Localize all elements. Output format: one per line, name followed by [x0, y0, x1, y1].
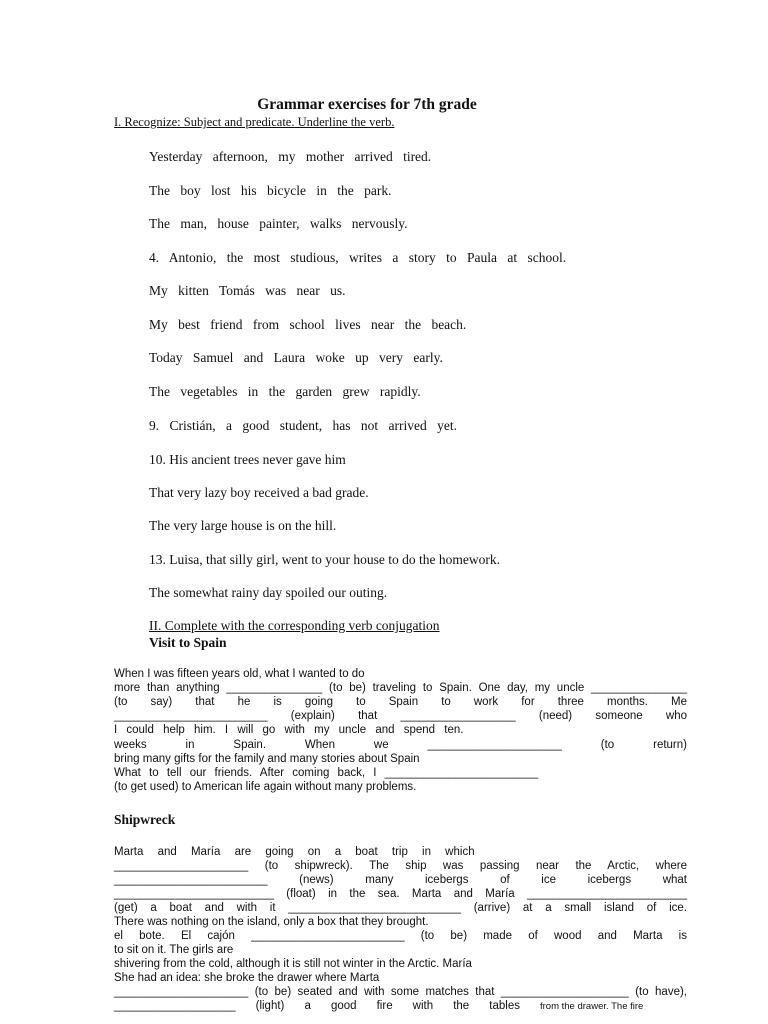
story-line: to sit on it. The girls are: [114, 944, 234, 956]
exercise-sentence: The vegetables in the garden grew rapidly.: [149, 384, 421, 399]
exercise-sentence: 10. His ancient trees never gave him: [149, 452, 346, 467]
story-line: bring many gifts for the family and many stories about Spain: [114, 753, 420, 765]
story-line: _____________________ (to shipwreck). The ship was passing near the Arctic, where: [114, 860, 687, 872]
story-line: (to say) that he is going to Spain to work for three months. Me: [114, 696, 687, 708]
exercise-sentence: My kitten Tomás was near us.: [149, 283, 346, 298]
exercise-sentence: 13. Luisa, that silly girl, went to your house to do the homework.: [149, 552, 500, 567]
story-line: _____________________ (to be) seated and with some matches that ____________________ (to have),: [114, 986, 687, 998]
story-line: _________________________ (float) in the sea. Marta and María _________________________: [114, 888, 687, 900]
story-line: When I was fifteen years old, what I wanted to do: [114, 668, 365, 680]
section-heading-recognize: I. Recognize: Subject and predicate. Underline the verb.: [114, 115, 395, 129]
section-heading-conjugation: II. Complete with the corresponding verb conjugation: [149, 618, 440, 633]
story-line: (to get used) to American life again without many problems.: [114, 781, 417, 793]
exercise-sentence: The very large house is on the hill.: [149, 518, 337, 533]
story-line-tail: from the drawer. The fire: [540, 1001, 644, 1012]
story-line: weeks in Spain. When we _____________________ (to return): [114, 739, 687, 751]
story-line: ________________________ (news) many icebergs of ice icebergs what: [114, 874, 687, 886]
exercise-sentence: My best friend from school lives near the beach.: [149, 317, 467, 332]
story-line: She had an idea: she broke the drawer where Marta: [114, 972, 380, 984]
exercise-sentence: The boy lost his bicycle in the park.: [149, 183, 392, 198]
exercise-sentence: 9. Cristián, a good student, has not arrived yet.: [149, 418, 457, 433]
story-line: (get) a boat and with it ___________________________ (arrive) at a small island of ice.: [114, 902, 687, 914]
story-line: ________________________ (explain) that __________________ (need) someone who: [114, 710, 687, 722]
exercise-sentence: That very lazy boy received a bad grade.: [149, 485, 369, 500]
story-line: el bote. El cajón ________________________ (to be) made of wood and Marta is: [114, 930, 687, 942]
exercise-sentence: The somewhat rainy day spoiled our outing.: [149, 585, 388, 600]
story-line: I could help him. I will go with my uncle and spend ten.: [114, 724, 464, 736]
exercise-sentence: 4. Antonio, the most studious, writes a story to Paula at school.: [149, 250, 567, 265]
story-line: There was nothing on the island, only a box that they brought.: [114, 916, 429, 928]
exercise-sentence: Today Samuel and Laura woke up very early.: [149, 350, 443, 365]
story-line: more than anything _______________ (to be) traveling to Spain. One day, my uncle _______________: [114, 682, 687, 694]
story-line: Marta and María are going on a boat trip in which: [114, 846, 475, 858]
story-line: What to tell our friends. After coming back, I ________________________: [114, 767, 539, 779]
story-title-visit: Visit to Spain: [149, 635, 227, 650]
story-title-shipwreck: Shipwreck: [114, 812, 176, 827]
story-line: shivering from the cold, although it is still not winter in the Arctic. María: [114, 958, 472, 970]
story-line: ___________________ (light) a good fire with the tables: [114, 1000, 520, 1012]
page-title: Grammar exercises for 7th grade: [257, 96, 477, 113]
exercise-sentence: Yesterday afternoon, my mother arrived tired.: [149, 149, 432, 164]
exercise-sentence: The man, house painter, walks nervously.: [149, 216, 408, 231]
